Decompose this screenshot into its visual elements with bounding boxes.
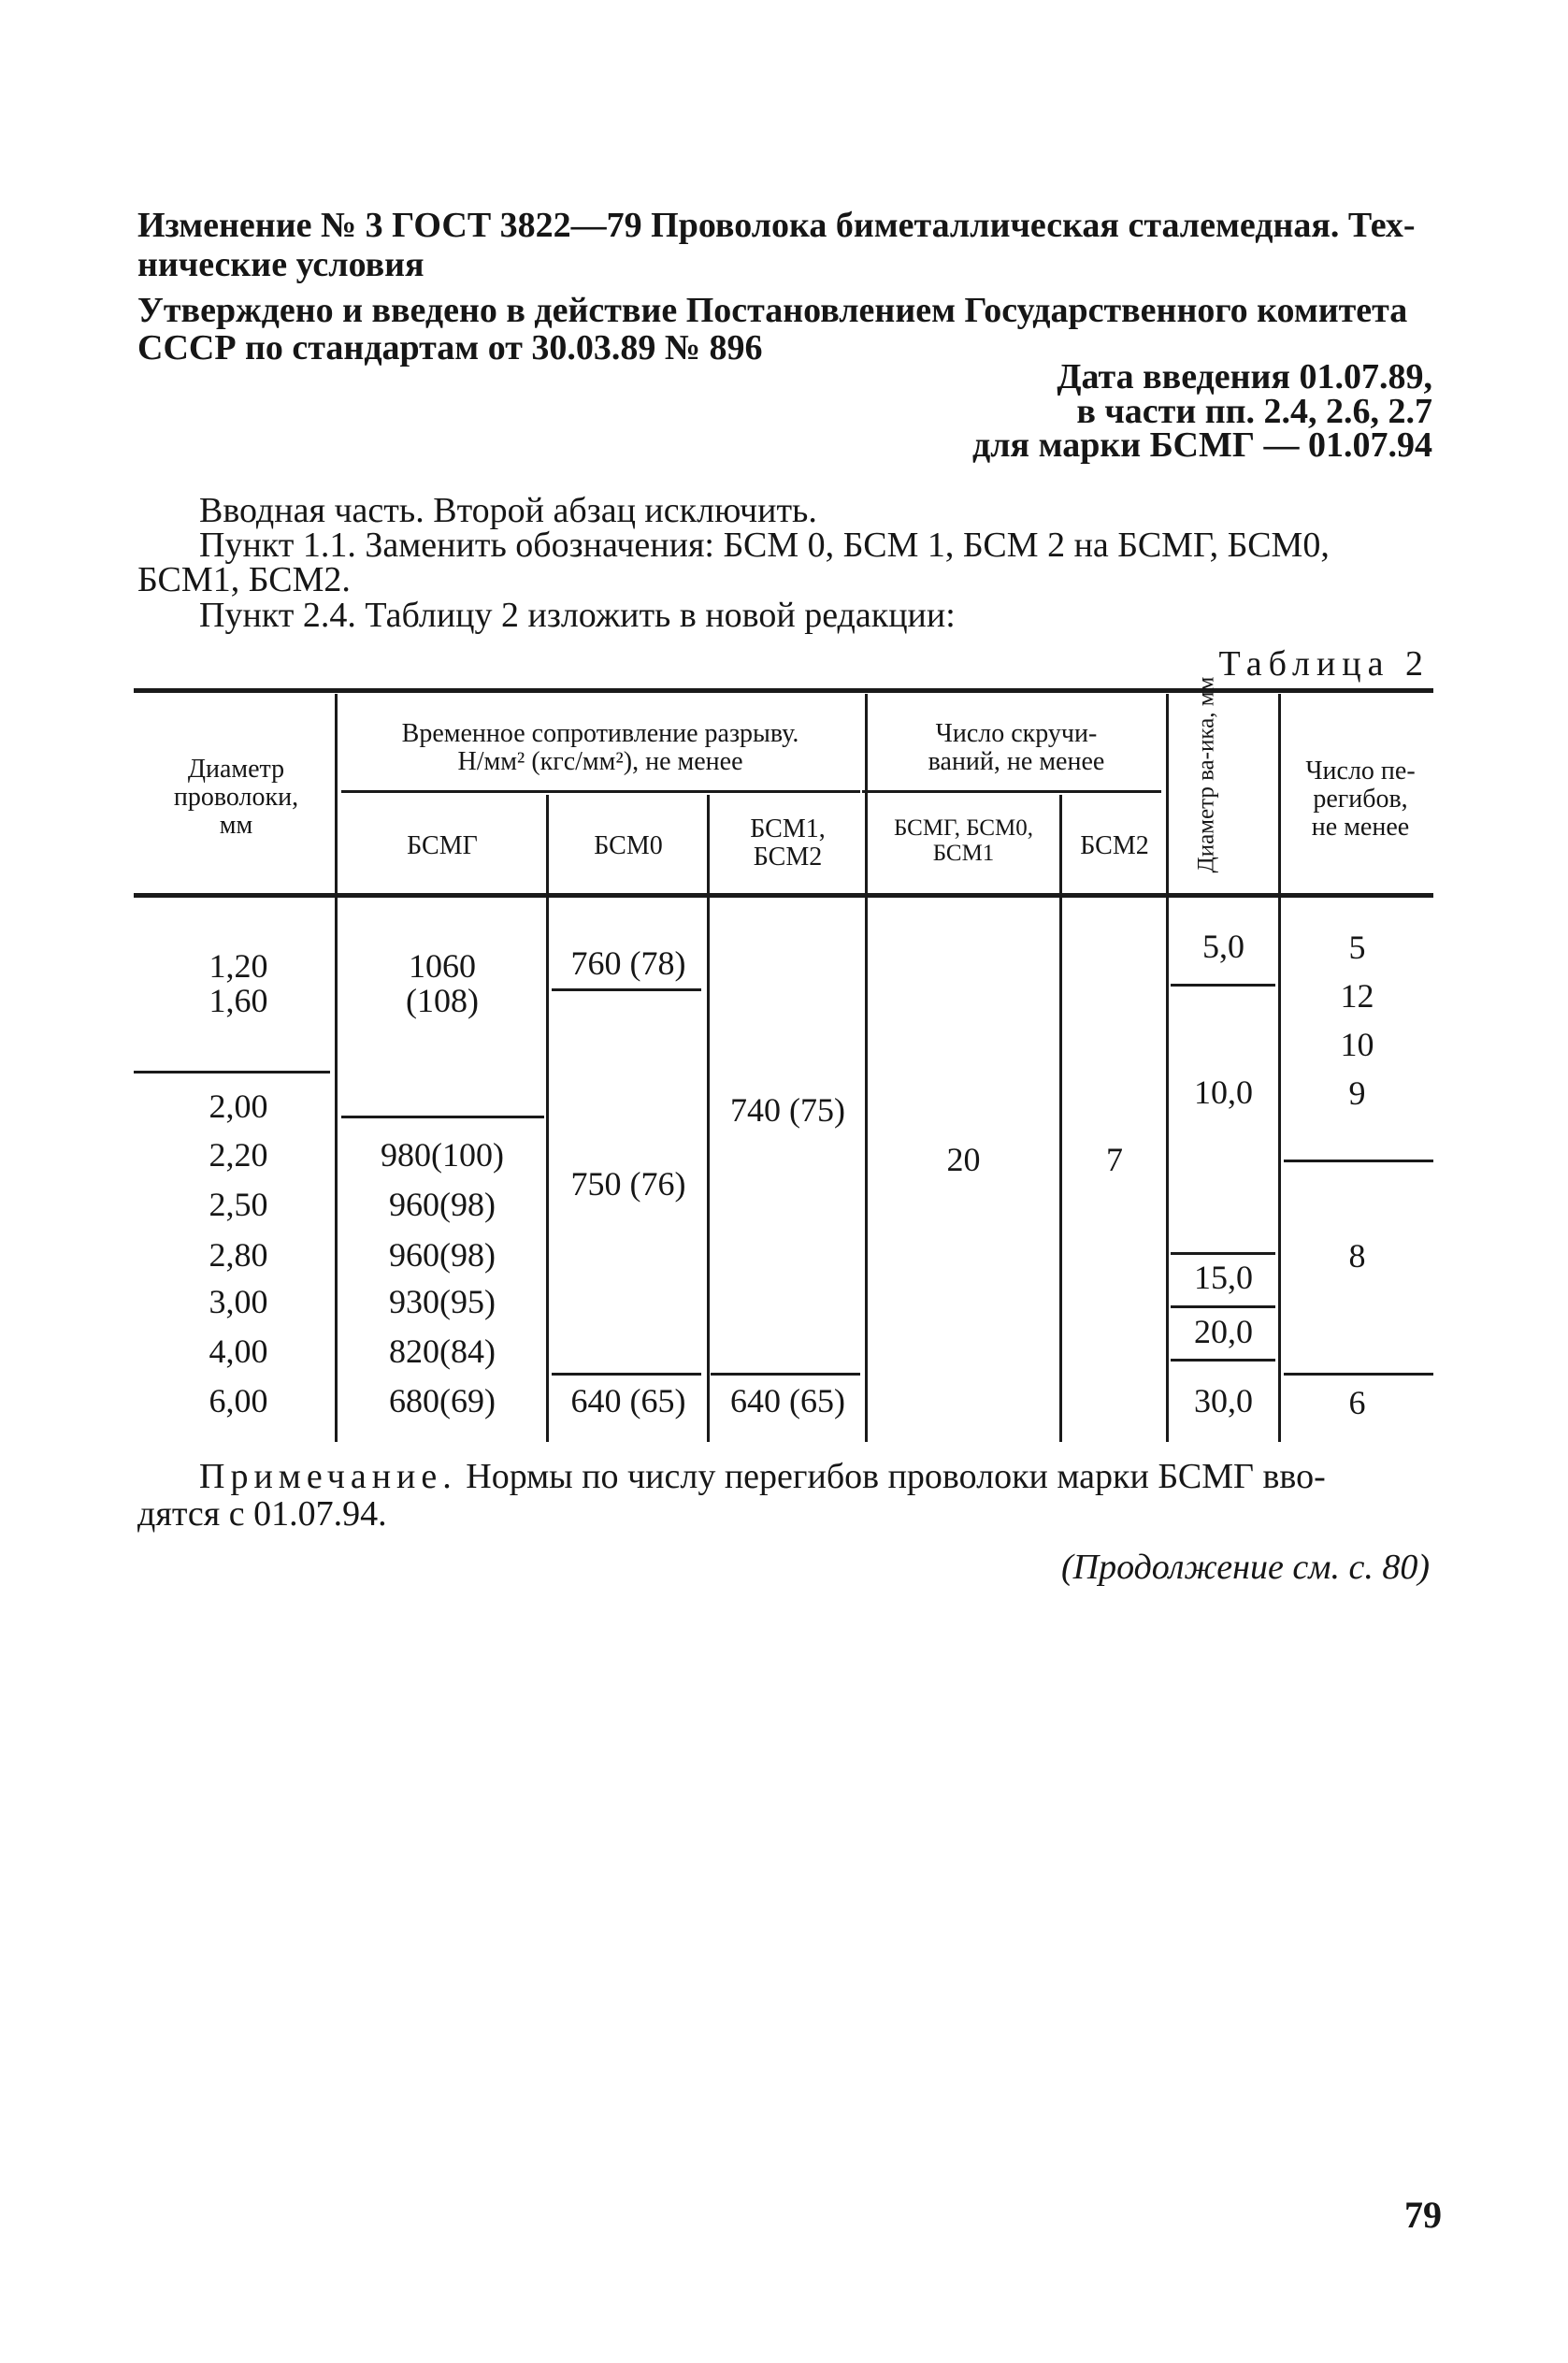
bsmg-cell: 980(100) — [381, 1136, 504, 1174]
bends-cell: 6 — [1348, 1384, 1366, 1421]
header-bsm2-line: БСМ2 — [753, 843, 823, 872]
roller-rule-3 — [1171, 1305, 1275, 1308]
header-twists-group — [868, 815, 1059, 866]
bsmg-cell: 960(98) — [389, 1186, 496, 1223]
header-diameter-line2: проволоки, — [173, 783, 299, 812]
header-bends-line1: Число пе- — [1305, 756, 1416, 785]
header-bsmg: БСМГ — [407, 831, 478, 860]
roller-cell: 10,0 — [1194, 1073, 1253, 1111]
header-roller-diameter: Диаметр ва-ика, мм — [1193, 676, 1219, 873]
header-twists-group-line2: БСМ1 — [932, 841, 995, 866]
header-bottom-rule — [134, 893, 1433, 898]
twists-subheader-rule — [862, 790, 1161, 793]
bsm12-rule — [711, 1373, 860, 1376]
header-bsm0: БСМ0 — [594, 831, 663, 860]
bsmg-cell: 960(98) — [389, 1236, 496, 1274]
diameter-group-rule — [134, 1071, 330, 1073]
bsm0-rule-2 — [552, 1373, 701, 1376]
bsm0-cell: 750 (76) — [570, 1165, 686, 1203]
header-twists-bsm2: БСМ2 — [1080, 831, 1149, 860]
paragraph-intro: Вводная часть. Второй абзац исключить. — [199, 491, 817, 530]
bsmg-cell: 680(69) — [389, 1382, 496, 1419]
roller-cell: 5,0 — [1202, 928, 1244, 965]
diameter-cell: 2,00 — [209, 1088, 268, 1125]
twists-group-cell: 20 — [946, 1141, 981, 1178]
roller-rule-4 — [1171, 1359, 1275, 1362]
header-diameter-line1: Диаметр — [187, 755, 285, 784]
bsmg-cell: (108) — [406, 982, 479, 1019]
header-strength — [338, 720, 862, 776]
table-top-rule — [134, 688, 1433, 693]
bsm0-cell: 640 (65) — [570, 1382, 686, 1419]
note-label: Примечание. — [199, 1457, 457, 1496]
header-twists-line1: Число скручи- — [935, 719, 1098, 748]
col-rule-4 — [865, 694, 868, 1442]
paragraph-item-1-1: Пункт 1.1. Заменить обозначения: БСМ 0, БСМ 1, БСМ 2 на БСМГ, БСМ0, — [199, 526, 1330, 565]
bends-cell: 10 — [1340, 1026, 1374, 1063]
diameter-cell: 6,00 — [209, 1382, 268, 1419]
header-strength-line2: Н/мм² (кгс/мм²), не менее — [457, 747, 743, 776]
roller-cell: 30,0 — [1194, 1382, 1253, 1419]
table-label: Таблица 2 — [1218, 644, 1430, 684]
bsm0-rule-1 — [552, 988, 701, 991]
diameter-cell: 3,00 — [209, 1283, 268, 1320]
bends-cell: 12 — [1340, 977, 1374, 1015]
header-diameter-line3: мм — [219, 811, 253, 840]
header-twists-group-line1: БСМГ, БСМ0, — [893, 815, 1034, 841]
header-bsm1-bsm2 — [711, 815, 865, 872]
paragraph-item-2-4: Пункт 2.4. Таблицу 2 изложить в новой редакции: — [199, 596, 956, 635]
col-rule-1 — [335, 694, 338, 1442]
header-bends — [1281, 757, 1440, 842]
header-bsm1-line: БСМ1, — [750, 814, 826, 843]
approval-line2: СССР по стандартам от 30.03.89 № 896 — [137, 328, 763, 367]
roller-rule-1 — [1171, 984, 1275, 987]
effective-date-line1: Дата введения 01.07.89, — [1057, 357, 1432, 396]
bsmg-rule — [341, 1116, 544, 1118]
note-line2: дятся с 01.07.94. — [137, 1494, 387, 1534]
roller-cell: 15,0 — [1194, 1259, 1253, 1296]
col-rule-2 — [546, 795, 549, 1442]
header-strength-line1: Временное сопротивление разрыву. — [401, 719, 799, 748]
bends-rule-2 — [1284, 1373, 1433, 1376]
col-rule-3 — [707, 795, 710, 1442]
effective-date-line3: для марки БСМГ — 01.07.94 — [972, 425, 1432, 465]
note-text: Нормы по числу перегибов проволоки марки БСМГ вво- — [456, 1457, 1326, 1496]
header-bends-line3: не менее — [1311, 813, 1410, 842]
approval-line1: Утверждено и введено в действие Постановлением Государственного комитета — [137, 291, 1408, 330]
diameter-cell: 2,80 — [209, 1236, 268, 1274]
bsmg-cell: 1060 — [409, 947, 476, 985]
bsmg-cell: 930(95) — [389, 1283, 496, 1320]
amendment-title-line2: нические условия — [137, 245, 424, 284]
bsmg-cell: 820(84) — [389, 1333, 496, 1370]
twists-bsm2-cell: 7 — [1106, 1141, 1123, 1178]
bsm12-cell: 640 (65) — [730, 1382, 845, 1419]
bsm12-cell: 740 (75) — [730, 1091, 845, 1129]
header-diameter — [140, 756, 332, 840]
diameter-cell: 4,00 — [209, 1333, 268, 1370]
diameter-cell: 1,20 — [209, 947, 268, 985]
bsm0-cell: 760 (78) — [570, 944, 686, 982]
diameter-cell: 2,50 — [209, 1186, 268, 1223]
note-line1 — [199, 1457, 1326, 1496]
effective-date-line2: в части пп. 2.4, 2.6, 2.7 — [1076, 392, 1432, 431]
diameter-cell: 1,60 — [209, 982, 268, 1019]
bends-cell: 5 — [1348, 929, 1366, 966]
continuation-note: (Продолжение см. с. 80) — [1060, 1548, 1430, 1587]
header-twists — [868, 720, 1165, 776]
header-twists-line2: ваний, не менее — [928, 747, 1105, 776]
roller-cell: 20,0 — [1194, 1313, 1253, 1350]
bends-cell: 9 — [1348, 1074, 1366, 1112]
page-number: 79 — [1404, 2194, 1442, 2236]
col-rule-5 — [1059, 795, 1062, 1442]
bends-cell: 8 — [1348, 1237, 1366, 1275]
strength-subheader-rule — [341, 790, 860, 793]
header-bends-line2: регибов, — [1313, 785, 1408, 814]
bends-rule-1 — [1284, 1160, 1433, 1162]
roller-rule-2 — [1171, 1252, 1275, 1255]
paragraph-item-1-1-cont: БСМ1, БСМ2. — [137, 560, 351, 599]
amendment-title-line1: Изменение № 3 ГОСТ 3822—79 Проволока биметаллическая сталемедная. Тех- — [137, 206, 1416, 245]
diameter-cell: 2,20 — [209, 1136, 268, 1174]
